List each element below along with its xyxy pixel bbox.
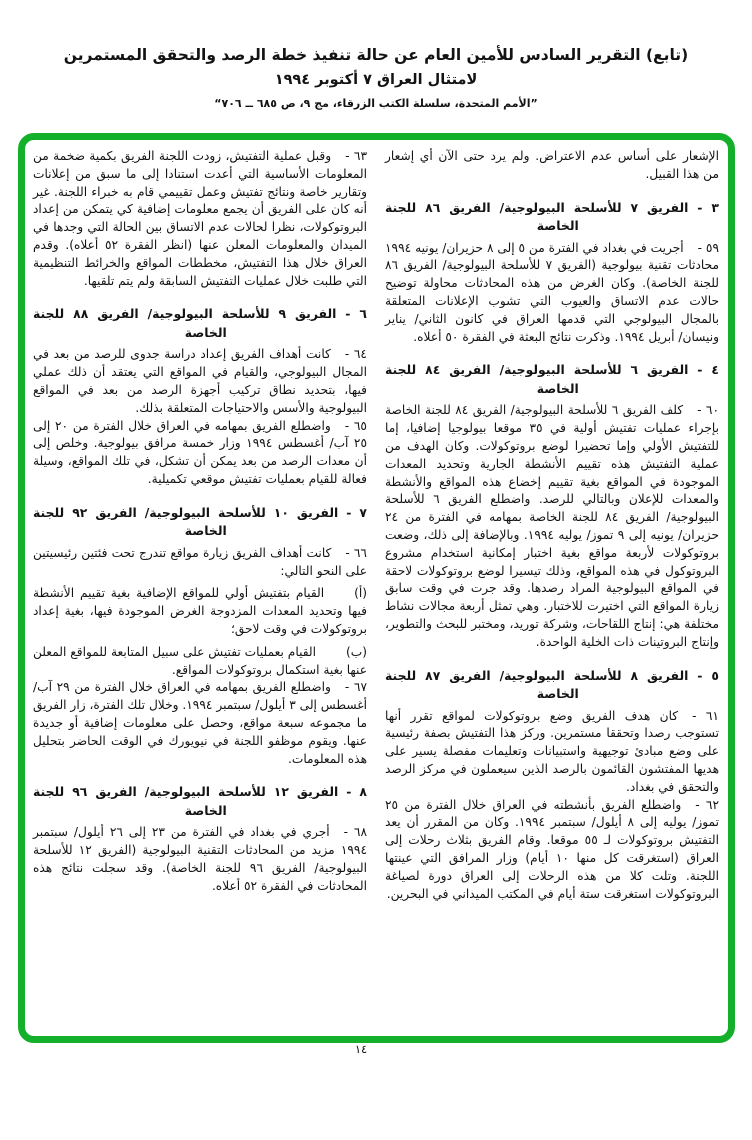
list-item-marker: (أ) [354,586,367,601]
paragraph-68 [33,824,367,895]
paragraph-text: وقبل عملية التفتيش، زودت اللجنة الفريق بكمية ضخمة من المعلومات الأساسية التي أعدت استنادا إلى ما سبق من إعلانات وتقارير خاصة ونتائج تفتيش وعمل تقييمي قام به خبراء اللجنة. غير أنه كان على الفريق أن يجمع معلومات إضافية كي يتمكن من إعداد البروتوكولات، نظرا لحالات عدم الاتساق بين الحالة التي وجدها في الميدان والمعلومات المعلن عنها (انظر الفقرة ٥٢ أعلاه). وقدم العراق خلال هذا التفتيش، مخططات المواقع والخرائط التنظيمية التي طلبت خلال عمليات التفتيش السابقة ولم يتم تلقيها. [33,149,367,288]
paragraph-number: ٦٤ - [344,347,367,362]
paragraph-continuation [385,148,719,184]
paragraph-66 [33,545,367,581]
paragraph-text: كانت أهداف الفريق إعداد دراسة جدوى للرصد من بعد في المجال البيولوجي، والقيام في المواقع التي يعتقد أن ذلك عملي فيها، بتحديد نطاق تركيب أجهزة الرصد من بعد في المواقع البيولوجية والأسس والاحتياجات المتعلقة بذلك. [33,347,367,415]
report-title-line-1: (تابع) التقرير السادس للأمين العام عن حالة تنفيذ خطة الرصد والتحقق المستمرين [63,46,689,64]
paragraph-number: ٦٦ - [345,545,367,560]
paragraph-text: كانت أهداف الفريق زيارة مواقع تندرج تحت فئتين رئيسيتين على النحو التالي: [33,545,367,578]
section-heading-title2: الخاصة [184,523,227,539]
paragraph-text: واضطلع الفريق بمهامه في العراق خلال الفترة من ٢٩ آب/ أغسطس إلى ٣ أيلول/ سبتمبر ١٩٩٤. وخلال تلك الفترة، زار الفريق ما مجموعه سبعة مواقع، وحصل على معلومات إضافية أو جديدة عنها. ويقوم موظفو اللجنة في نيويورك في الوقت الحاضر بتحليل هذه المعلومات. [33,680,367,766]
section-heading-7 [33,504,367,541]
paragraph-number: ٥٩ - [697,240,719,255]
paragraph-number: ٦٣ - [345,149,367,163]
section-heading-title2: الخاصة [536,218,579,234]
paragraph-text: أجريت في بغداد في الفترة من ٥ إلى ٨ حزيران/ يونيه ١٩٩٤ محادثات تقنية بيولوجية (الفريق ٧ للأسلحة البيولوجية/ الفريق ٨٦ للجنة الخاصة). وكان الغرض من هذه المحادثات محاولة توضيح حالات عدم الاتساق والعيوب التي تشوب الإعلانات المتعلقة بالمجال البيولوجي التي قدمها العراق في كانون الثاني/ يناير ونيسان/ أبريل ١٩٩٤. وذكرت نتائج البعثة في الفقرة ٥٠ أعلاه. [385,240,719,344]
section-heading-3 [385,199,719,236]
page-number: ١٤ [354,1042,368,1056]
paragraph-text: الإشعار على أساس عدم الاعتراض. ولم يرد حتى الآن أي إشعار من هذا القبيل. [385,149,719,181]
paragraph-number: ٦٨ - [343,825,367,840]
section-heading-6 [33,305,367,342]
section-heading-title: ٦ - الفريق ٩ للأسلحة البيولوجية/ الفريق ٨٨ للجنة [33,306,367,322]
source-citation-line: ”الأمم المتحدة، سلسلة الكتب الزرقاء، مج ٩، ص ٦٨٥ ــ ٧٠٦“ [214,97,538,110]
section-heading-title: ٤ - الفريق ٦ للأسلحة البيولوجية/ الفريق ٨٤ للجنة [385,362,719,378]
report-title-line-2: لامتثال العراق ٧ أكتوبر ١٩٩٤ [274,72,478,88]
section-heading-4 [385,361,719,398]
paragraph-67 [33,679,367,768]
paragraph-text: كان هدف الفريق وضع بروتوكولات لمواقع تقرر أنها تستوجب رصدا وتحققا مستمرين. وركز هذا التفتيش بصفة رئيسية على وضع مبادئ توجيهية واستبيانات وتعليمات مفصلة يسير على هديها المفتشون القائمون بالرصد الذين سيعملون في مركز الرصد والتحقق في بغداد. [385,708,719,794]
section-heading-title: ٥ - الفريق ٨ للأسلحة البيولوجية/ الفريق ٨٧ للجنة [385,667,719,683]
section-heading-title: ٧ - الفريق ١٠ للأسلحة البيولوجية/ الفريق ٩٢ للجنة [33,504,367,520]
paragraph-64 [33,346,367,417]
document-header [0,46,752,110]
paragraph-62 [385,797,719,904]
list-item-b [33,644,367,680]
list-item-marker: (ب) [346,644,367,659]
paragraph-59 [385,240,719,347]
paragraph-text: كلف الفريق ٦ للأسلحة البيولوجية/ الفريق ٨٤ للجنة الخاصة بإجراء عمليات تفتيش أولية في ٣٥ موقعا بيولوجيا إضافيا، إما للتفتيش الأولي وإما تحضيرا لوضع بروتوكولات. وكان الهدف من عملية التفتيش هذه تقييم الأنشطة الجارية وتحديد المعدات الموجودة في المواقع بغية تقييم إخضاع هذه المواقع والأنشطة والمعدات للإعلان وبالتالي للرصد. واضطلع الفريق ٦ للأسلحة البيولوجية/ الفريق ٨٤ للجنة الخاصة بمهامه في الفترة من ٢٤ حزيران/ يونيه إلى ٩ تموز/ يوليه ١٩٩٤. وبالإضافة إلى ذلك، وضعت بروتوكولات لأربعة مواقع بغية اختبار إمكانية استخدام مشروع البروتوكول في هذه المواقع، وذلك تيسيرا لوضع بروتوكولات لاحقة في المواقع البيولوجية المراد رصدها. وقد جرت في وقت سابق زيارة المواقع التي اختيرت للاختبار. وهي تمثل أربعة مجالات نشاط مختلفة هي: إنتاج اللقاحات، وشركة توريد، ومختبر للبحث والتطوير، وإنتاج البروتينات ذات الخلية الواحدة. [385,403,720,649]
section-heading-5 [385,667,719,704]
paragraph-65 [33,418,367,489]
paragraph-60 [385,402,719,651]
list-item-text: القيام بعمليات تفتيش على سبيل المتابعة للمواقع المعلن عنها بغية استكمال بروتوكولات المواقع. [33,644,367,677]
section-heading-title2: الخاصة [184,802,227,818]
section-heading-8 [33,783,367,820]
list-item-a [33,585,367,638]
paragraph-63 [33,148,367,290]
two-column-body [33,148,719,903]
paragraph-number: ٦٠ - [697,403,719,418]
paragraph-number: ٦٧ - [344,680,367,695]
paragraph-number: ٦١ - [692,708,719,723]
column-left [33,148,367,903]
section-heading-title2: الخاصة [184,324,227,340]
section-heading-title: ٣ - الفريق ٧ للأسلحة البيولوجية/ الفريق ٨٦ للجنة [385,199,719,215]
paragraph-text: واضطلع الفريق بمهامه في العراق خلال الفترة من ٢٠ إلى ٢٥ آب/ أغسطس ١٩٩٤ وزار خمسة مرافق بيولوجية. وخلص إلى أن معدات الرصد من بعد يمكن أن تشكل، في تلك المواقع، وسيلة فعالة للقيام بعمليات تفتيش موقعي تكميلية. [33,418,367,486]
column-right [385,148,719,903]
section-heading-title2: الخاصة [536,380,579,396]
paragraph-number: ٦٥ - [344,418,367,433]
paragraph-61 [385,708,719,797]
paragraph-number: ٦٢ - [695,797,719,812]
section-heading-title2: الخاصة [536,686,579,702]
list-item-text: القيام بتفتيش أولي للمواقع الإضافية بغية تقييم الأنشطة فيها وتحديد المعدات المزدوجة الغرض الموجودة فيها، بغية إعداد بروتوكولات في وقت لاحق؛ [33,586,367,636]
paragraph-text: أجري في بغداد في الفترة من ٢٣ إلى ٢٦ أيلول/ سبتمبر ١٩٩٤ مزيد من المحادثات التقنية البيولوجية (الفريق ١٢ للأسلحة البيولوجية/ الفريق ٩٦ للجنة الخاصة). وقد سجلت نتائج هذه المحادثات في الفقرة ٥٢ أعلاه. [33,825,367,893]
section-heading-title: ٨ - الفريق ١٢ للأسلحة البيولوجية/ الفريق ٩٦ للجنة [33,784,367,800]
paragraph-text: واضطلع الفريق بأنشطته في العراق خلال الفترة من ٢٥ تموز/ يوليه إلى ٨ أيلول/ سبتمبر ١٩٩٤. وكان من المقرر أن يعد التفتيش بروتوكولات لـ ٥٥ موقعا. وقام الفريق بثلاث رحلات إلى العراق (استغرقت كل منها ١٠ أيام) وزار المرافق التي عينتها اللجنة. وتلت كلا من هذه الرحلات إلى العراق دورة لصياغة البروتوكولات استغرقت ستة أيام في المكتب الميداني في البحرين. [385,797,719,901]
